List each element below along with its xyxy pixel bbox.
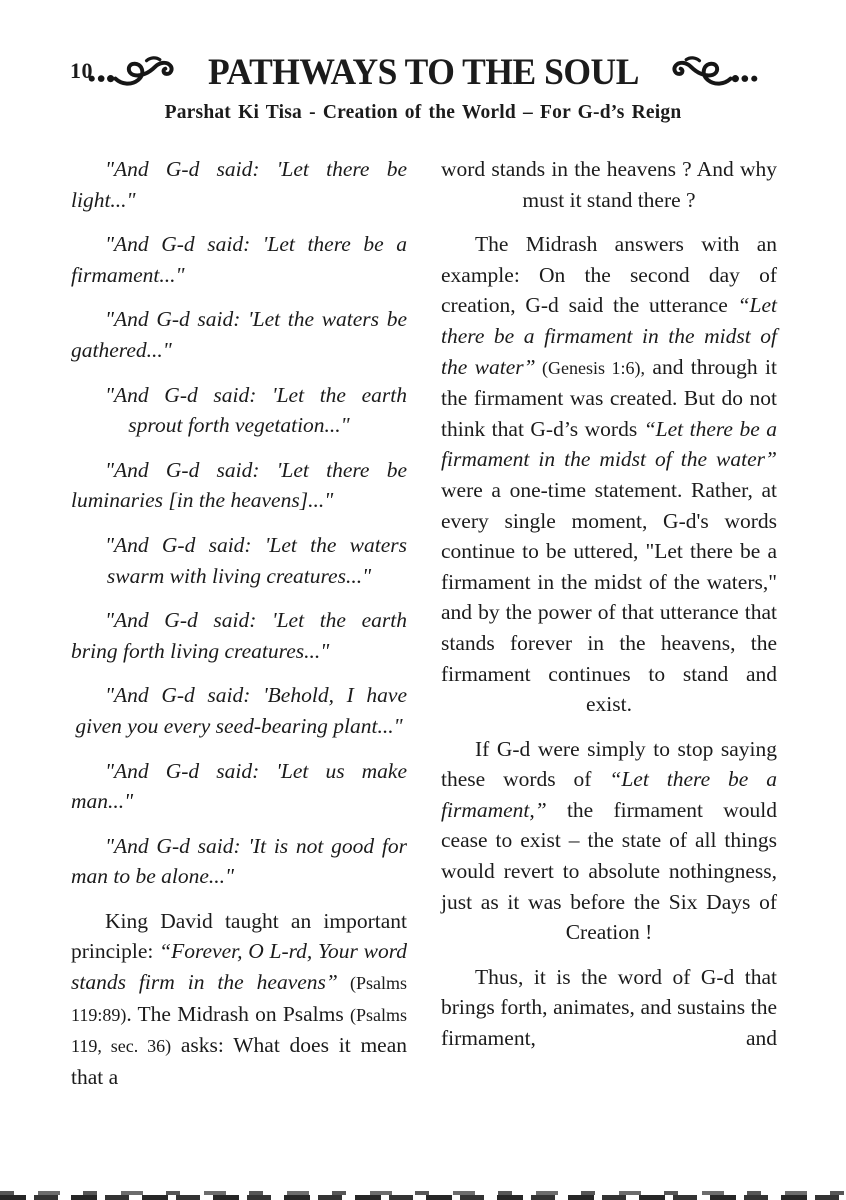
- text-segment: The Midrash answers with an example: On the second day of creation, G-d said the utterance: [441, 232, 777, 318]
- scripture-quote: “Forever, O L-rd, Your word stands firm in the heavens”: [71, 939, 408, 995]
- text-segment: the firmament would cease to exist – the state of all things would revert to absolute nothingness, just as it was before the Six Days of Creation !: [441, 797, 777, 945]
- quote-paragraph: "And G-d said: 'Let the waters swarm with living creatures...": [105, 532, 407, 588]
- text-columns: [0, 154, 846, 1092]
- quote-paragraph: "And G-d said: 'Let there be light...": [71, 157, 407, 212]
- midrash-paragraph: [441, 229, 777, 720]
- chapter-subtitle: Parshat Ki Tisa - Creation of the World – For G-d’s Reign: [164, 102, 682, 123]
- text-segment: . The Midrash on Psalms: [126, 1001, 350, 1026]
- quote-paragraph: "And G-d said: 'Behold, I have given you every seed-bearing plant...": [75, 683, 407, 738]
- flourish-right-icon: [655, 52, 759, 92]
- quote-paragraph: "And G-d said: 'Let the waters be gathered...": [71, 307, 407, 362]
- left-column: [71, 154, 407, 1092]
- citation: (Genesis 1:6),: [535, 357, 646, 378]
- king-david-paragraph: [71, 906, 407, 1093]
- flourish-left-icon: [87, 52, 191, 92]
- title-row: [0, 50, 846, 94]
- if-gd-paragraph: [441, 734, 777, 948]
- right-column: [441, 154, 777, 1092]
- scripture-quote: “Let there be a firmament,”: [441, 767, 777, 822]
- quote-paragraph: "And G-d said: 'Let us make man...": [71, 758, 407, 814]
- text-segment: and through it the firmament was created. But do not think that G-d’s words: [441, 354, 777, 441]
- quote-paragraph: "And G-d said: 'Let there be luminaries [in the heavens]...": [71, 457, 407, 513]
- book-title: PATHWAYS TO THE SOUL: [207, 51, 639, 93]
- page-number: 10: [70, 58, 93, 83]
- text-segment: King David taught an important principle:: [71, 908, 407, 964]
- continuation-paragraph: word stands in the heavens ? And why must it stand there ?: [441, 157, 777, 212]
- quote-paragraph: "And G-d said: 'Let the earth sprout forth vegetation...": [105, 382, 407, 438]
- scripture-quote: “Let there be a firmament in the midst of the water”: [441, 293, 777, 379]
- citation: (Psalms 119, sec. 36): [71, 1004, 407, 1057]
- quote-paragraph: "And G-d said: 'Let there be a firmament...": [71, 232, 407, 287]
- quote-paragraph: "And G-d said: 'Let the earth bring forth living creatures...": [71, 608, 407, 663]
- scan-edge-dashes: [0, 1195, 846, 1200]
- scan-edge-artifact: [0, 1188, 846, 1200]
- text-segment: asks: What does it mean that a: [71, 1033, 407, 1089]
- thus-paragraph: Thus, it is the word of G-d that brings forth, animates, and sustains the firmament, and: [441, 964, 777, 1051]
- scripture-quote: “Let there be a firmament in the midst of the water”: [441, 416, 777, 472]
- text-segment: If G-d were simply to stop saying these words of: [441, 736, 777, 792]
- text-segment: were a one-time statement. Rather, at every single moment, G-d's words continue to be uttered, "Let there be a firmament in the midst of the waters," and by the power of that utterance that stands forever in the heavens, the firmament continues to stand and exist.: [441, 477, 777, 717]
- citation: (Psalms 119:89): [71, 973, 407, 1025]
- quote-paragraph: "And G-d said: 'It is not good for man to be alone...": [71, 833, 407, 889]
- page-header: [0, 0, 846, 124]
